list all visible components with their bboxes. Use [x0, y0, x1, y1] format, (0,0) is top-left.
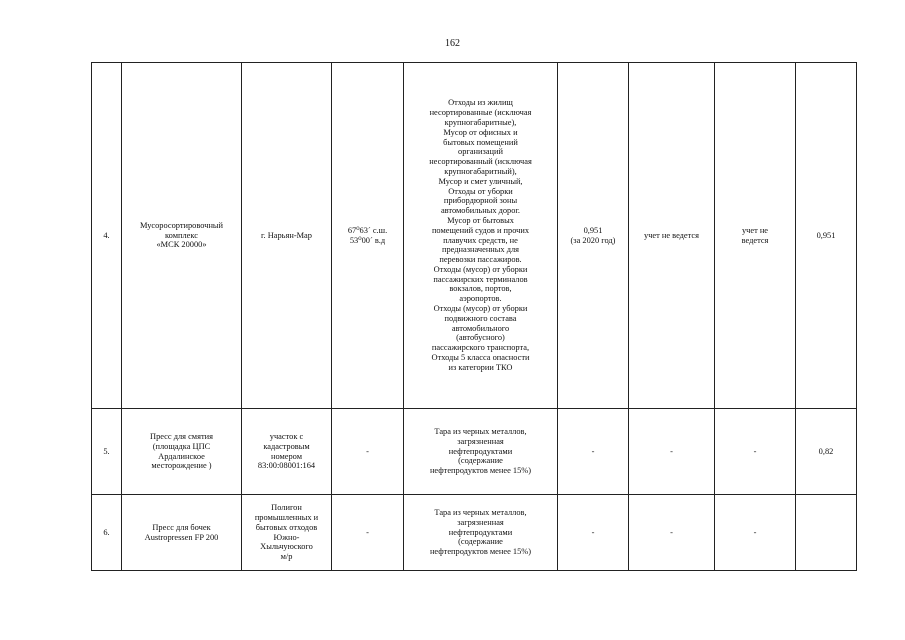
table-row: [92, 63, 857, 409]
row-number-cell: 4.: [92, 63, 122, 409]
cell-text-line: участок с: [269, 431, 304, 441]
cell-text-line: Отходы из жилищ: [448, 98, 513, 108]
cell-text-line: Мусоросортировочный: [139, 220, 224, 230]
cell-text-line: бытовых отходов: [255, 522, 318, 532]
cell-text-line: -: [591, 446, 595, 456]
cell-text-line: Отходы от уборки: [448, 186, 513, 196]
coordinates-cell: [332, 495, 404, 571]
row-number-cell: 5.: [92, 409, 122, 495]
cell-text-line: Отходы (мусор) от уборки: [433, 304, 528, 314]
cell-text-line: номером: [270, 451, 303, 461]
cell-text-line: плавучих средств, не: [443, 235, 518, 245]
cell-text-line: Austropressen FP 200: [144, 532, 219, 542]
facility-name-cell: [122, 409, 242, 495]
capacity-cell: [796, 63, 857, 409]
cell-text-line: Тара из черных металлов,: [434, 427, 527, 436]
cell-text-line: Тара из черных металлов,: [434, 508, 527, 517]
cell-text-line: кадастровым: [263, 441, 310, 451]
cell-text-line: (содержание: [458, 537, 503, 547]
cell-text-line: -: [366, 527, 369, 537]
cell-text-line: промышленных и: [254, 512, 319, 522]
accounting-cell-2: [715, 495, 796, 571]
location-cell: [242, 495, 332, 571]
waste-types-cell: [404, 495, 558, 571]
cell-text-line: -: [670, 527, 673, 537]
cell-text-line: 0,951: [583, 225, 603, 235]
table-row: [92, 495, 857, 571]
cell-text-line: -: [753, 527, 757, 537]
accounting-cell-2: [715, 409, 796, 495]
accounting-cell: [629, 63, 715, 409]
cell-text-line: (за 2020 год): [570, 235, 616, 245]
cell-text-line: м/р: [280, 552, 293, 562]
cell-text-line: г. Нарьян-Мар: [261, 230, 312, 240]
cell-text-line: «МСК 20000»: [156, 240, 207, 250]
accounting-cell: [629, 409, 715, 495]
accounting-cell: [629, 495, 715, 571]
cell-text-line: помещений судов и прочих: [431, 225, 530, 235]
cell-text-line: несортированные (исключая: [429, 108, 532, 118]
cell-text-line: 67⁰63´ с.ш.: [347, 225, 388, 235]
cell-text-line: (автобусного): [456, 333, 505, 343]
cell-text-line: перевозки пассажиров.: [439, 255, 522, 265]
cell-text-line: учет не ведется: [644, 230, 699, 240]
cell-text-line: Ардалинское: [158, 451, 205, 461]
cell-text-line: Мусор от бытовых: [447, 215, 514, 225]
cell-text-line: Пресс для смятия: [150, 431, 213, 441]
cell-text-line: из категории ТКО: [448, 362, 513, 372]
cell-text-line: Отходы 5 класса опасности: [431, 353, 530, 363]
cell-text-line: предназначенных для: [441, 245, 519, 255]
cell-text-line: нефтепродуктов менее 15%): [429, 466, 532, 476]
cell-text-line: Хыльчуюского: [260, 542, 313, 552]
facility-name-cell: [122, 495, 242, 571]
cell-text-line: Отходы (мусор) от уборки: [433, 264, 528, 274]
cell-text-line: вокзалов, портов,: [449, 284, 512, 294]
location-cell: [242, 63, 332, 409]
cell-text-line: пассажирского транспорта,: [431, 343, 530, 353]
cell-text-line: подвижного состава: [444, 313, 517, 323]
cell-text-line: крупногабаритные),: [444, 117, 517, 127]
cell-text-line: нефтепродуктами: [448, 446, 513, 456]
cell-text-line: загрязненная: [457, 517, 504, 527]
cell-text-line: Мусор и смет уличный,: [438, 176, 523, 186]
cell-text-line: -: [366, 446, 369, 456]
cell-text-line: Пресс для бочек: [152, 522, 211, 532]
location-cell: [242, 409, 332, 495]
cell-text-line: 0,82: [818, 446, 834, 456]
waste-facilities-table: [91, 62, 857, 571]
cell-text-line: организаций: [458, 147, 503, 157]
cell-text-line: бытовых помещений: [443, 137, 518, 147]
accounting-cell-2: [715, 63, 796, 409]
cell-text-line: комплекс: [165, 230, 198, 240]
capacity-cell: [796, 409, 857, 495]
cell-text-line: автомобильного: [451, 323, 510, 333]
page-number: 162: [445, 38, 460, 49]
cell-text-line: Южно-: [273, 532, 300, 542]
cell-text-line: загрязненная: [457, 436, 504, 446]
cell-text-line: (содержание: [458, 456, 503, 466]
cell-text-line: месторождение ): [151, 461, 212, 471]
waste-types-cell: [404, 63, 558, 409]
waste-types-cell: [404, 409, 558, 495]
cell-text-line: нефтепродуктами: [448, 527, 513, 537]
cell-text-line: 83:00:08001:164: [257, 461, 316, 471]
cell-text-line: несортированный (исключая: [429, 157, 532, 167]
cell-text-line: -: [670, 446, 673, 456]
volume-cell: [558, 63, 629, 409]
coordinates-cell: [332, 63, 404, 409]
cell-text-line: 53⁰00´ в.д: [349, 235, 386, 245]
cell-text-line: прибордюрной зоны: [443, 196, 518, 206]
row-number-cell: 6.: [92, 495, 122, 571]
cell-text-line: пассажирских терминалов: [433, 274, 528, 284]
volume-cell: [558, 495, 629, 571]
cell-text-line: нефтепродуктов менее 15%): [429, 547, 532, 557]
cell-text-line: Полигон: [271, 503, 302, 513]
cell-text-line: -: [591, 527, 595, 537]
cell-text-line: (площадка ЦПС: [152, 441, 211, 451]
table-row: [92, 409, 857, 495]
facility-name-cell: [122, 63, 242, 409]
cell-text-line: аэропортов.: [459, 294, 502, 304]
coordinates-cell: [332, 409, 404, 495]
cell-text-line: 0,951: [816, 230, 836, 240]
cell-text-line: ведется: [741, 235, 769, 245]
cell-text-line: автомобильных дорог.: [440, 206, 521, 216]
table-body: [92, 63, 857, 571]
cell-text-line: учет не: [741, 225, 769, 235]
cell-text-line: крупногабаритный),: [444, 166, 517, 176]
volume-cell: [558, 409, 629, 495]
capacity-cell: [796, 495, 857, 571]
cell-text-line: Мусор от офисных и: [443, 127, 518, 137]
cell-text-line: -: [753, 446, 757, 456]
